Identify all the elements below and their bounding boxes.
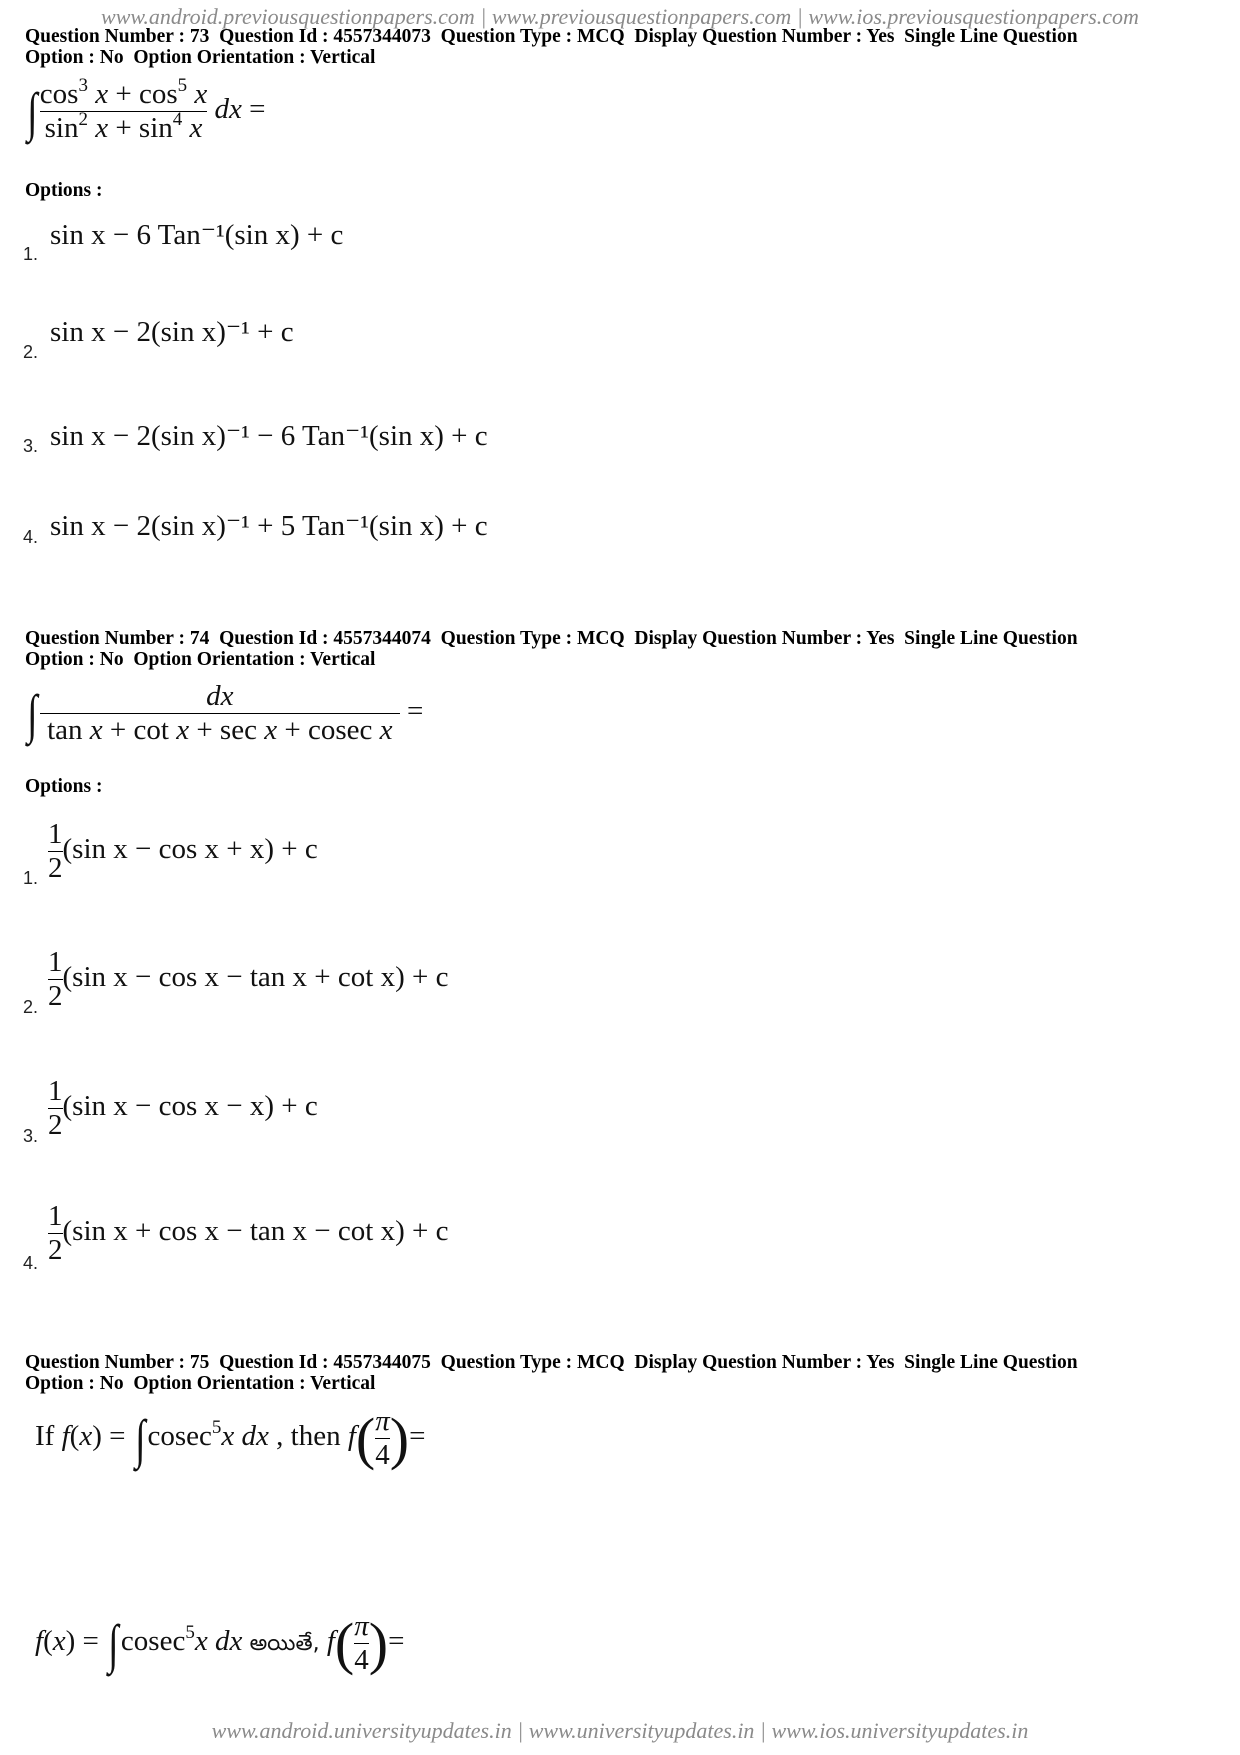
question-75-stem-telugu: f(x) = ∫cosec$^5$x dx అయితే, f( $\frac{\pi}{4}$ )=	[35, 1610, 405, 1676]
option-number: 4.	[23, 1253, 39, 1273]
option-74-4[interactable]: $\frac{1}{2}$ (sin x + cos x − tan x − cot x) + c	[48, 1200, 449, 1266]
option-74-1[interactable]: $\frac{1}{2}$ (sin x − cos x + x) + c	[48, 818, 318, 884]
option-74-2-text: (sin x − cos x − tan x + cot x) + c	[62, 961, 449, 994]
question-73-meta: Question Number : 73 Question Id : 4557344073 Question Type : MCQ Display Question Number : Yes Single Line Question Option : No Option Orientation : Vertical	[25, 26, 1078, 68]
option-73-4[interactable]: sin x − 2(sin x)⁻¹ + 5 Tan⁻¹(sin x) + c	[50, 510, 488, 542]
question-73-stem: ∫ $\frac{\cos^3 x + \cos^5 x}{\sin^2 x + \sin^4 x}$ dx =	[27, 75, 266, 144]
options-label-74: Options :	[25, 776, 103, 797]
telugu-word: అయితే,	[249, 1631, 320, 1657]
option-number: 3.	[23, 436, 39, 456]
option-number: 3.	[23, 1126, 39, 1146]
option-74-3-text: (sin x − cos x − x) + c	[62, 1090, 318, 1123]
option-number: 1.	[23, 244, 39, 264]
watermark-bottom: www.android.universityupdates.in | www.universityupdates.in | www.ios.universityupdates.in	[211, 1718, 1029, 1743]
question-74-meta: Question Number : 74 Question Id : 4557344074 Question Type : MCQ Display Question Number : Yes Single Line Question Option : No Option Orientation : Vertical	[25, 628, 1078, 670]
option-73-2[interactable]: sin x − 2(sin x)⁻¹ + c	[50, 316, 294, 348]
watermark-top: www.android.previousquestionpapers.com | www.previousquestionpapers.com | www.ios.previousquestionpapers.com	[101, 4, 1139, 29]
option-number: 2.	[23, 342, 39, 362]
option-number: 2.	[23, 997, 39, 1017]
option-number: 1.	[23, 868, 39, 888]
option-74-2[interactable]: $\frac{1}{2}$ (sin x − cos x − tan x + cot x) + c	[48, 946, 449, 1012]
options-label-73: Options :	[25, 180, 103, 201]
question-74-stem: ∫ $\frac{dx}{\text{tan x + cot x + sec x + cosec x}}$ =	[27, 680, 424, 746]
option-74-4-text: (sin x + cos x − tan x − cot x) + c	[62, 1215, 449, 1248]
option-73-3[interactable]: sin x − 2(sin x)⁻¹ − 6 Tan⁻¹(sin x) + c	[50, 420, 488, 452]
question-75-meta: Question Number : 75 Question Id : 4557344075 Question Type : MCQ Display Question Number : Yes Single Line Question Option : No Option Orientation : Vertical	[25, 1352, 1078, 1394]
option-73-1[interactable]: sin x − 6 Tan⁻¹(sin x) + c	[50, 219, 344, 251]
option-74-3[interactable]: $\frac{1}{2}$ (sin x − cos x − x) + c	[48, 1075, 318, 1141]
question-75-stem-english: If f(x) = ∫cosec$^5$x dx , then f( $\frac{\pi}{4}$ )=	[35, 1405, 426, 1471]
option-74-1-text: (sin x − cos x + x) + c	[62, 833, 318, 866]
option-number: 4.	[23, 527, 39, 547]
